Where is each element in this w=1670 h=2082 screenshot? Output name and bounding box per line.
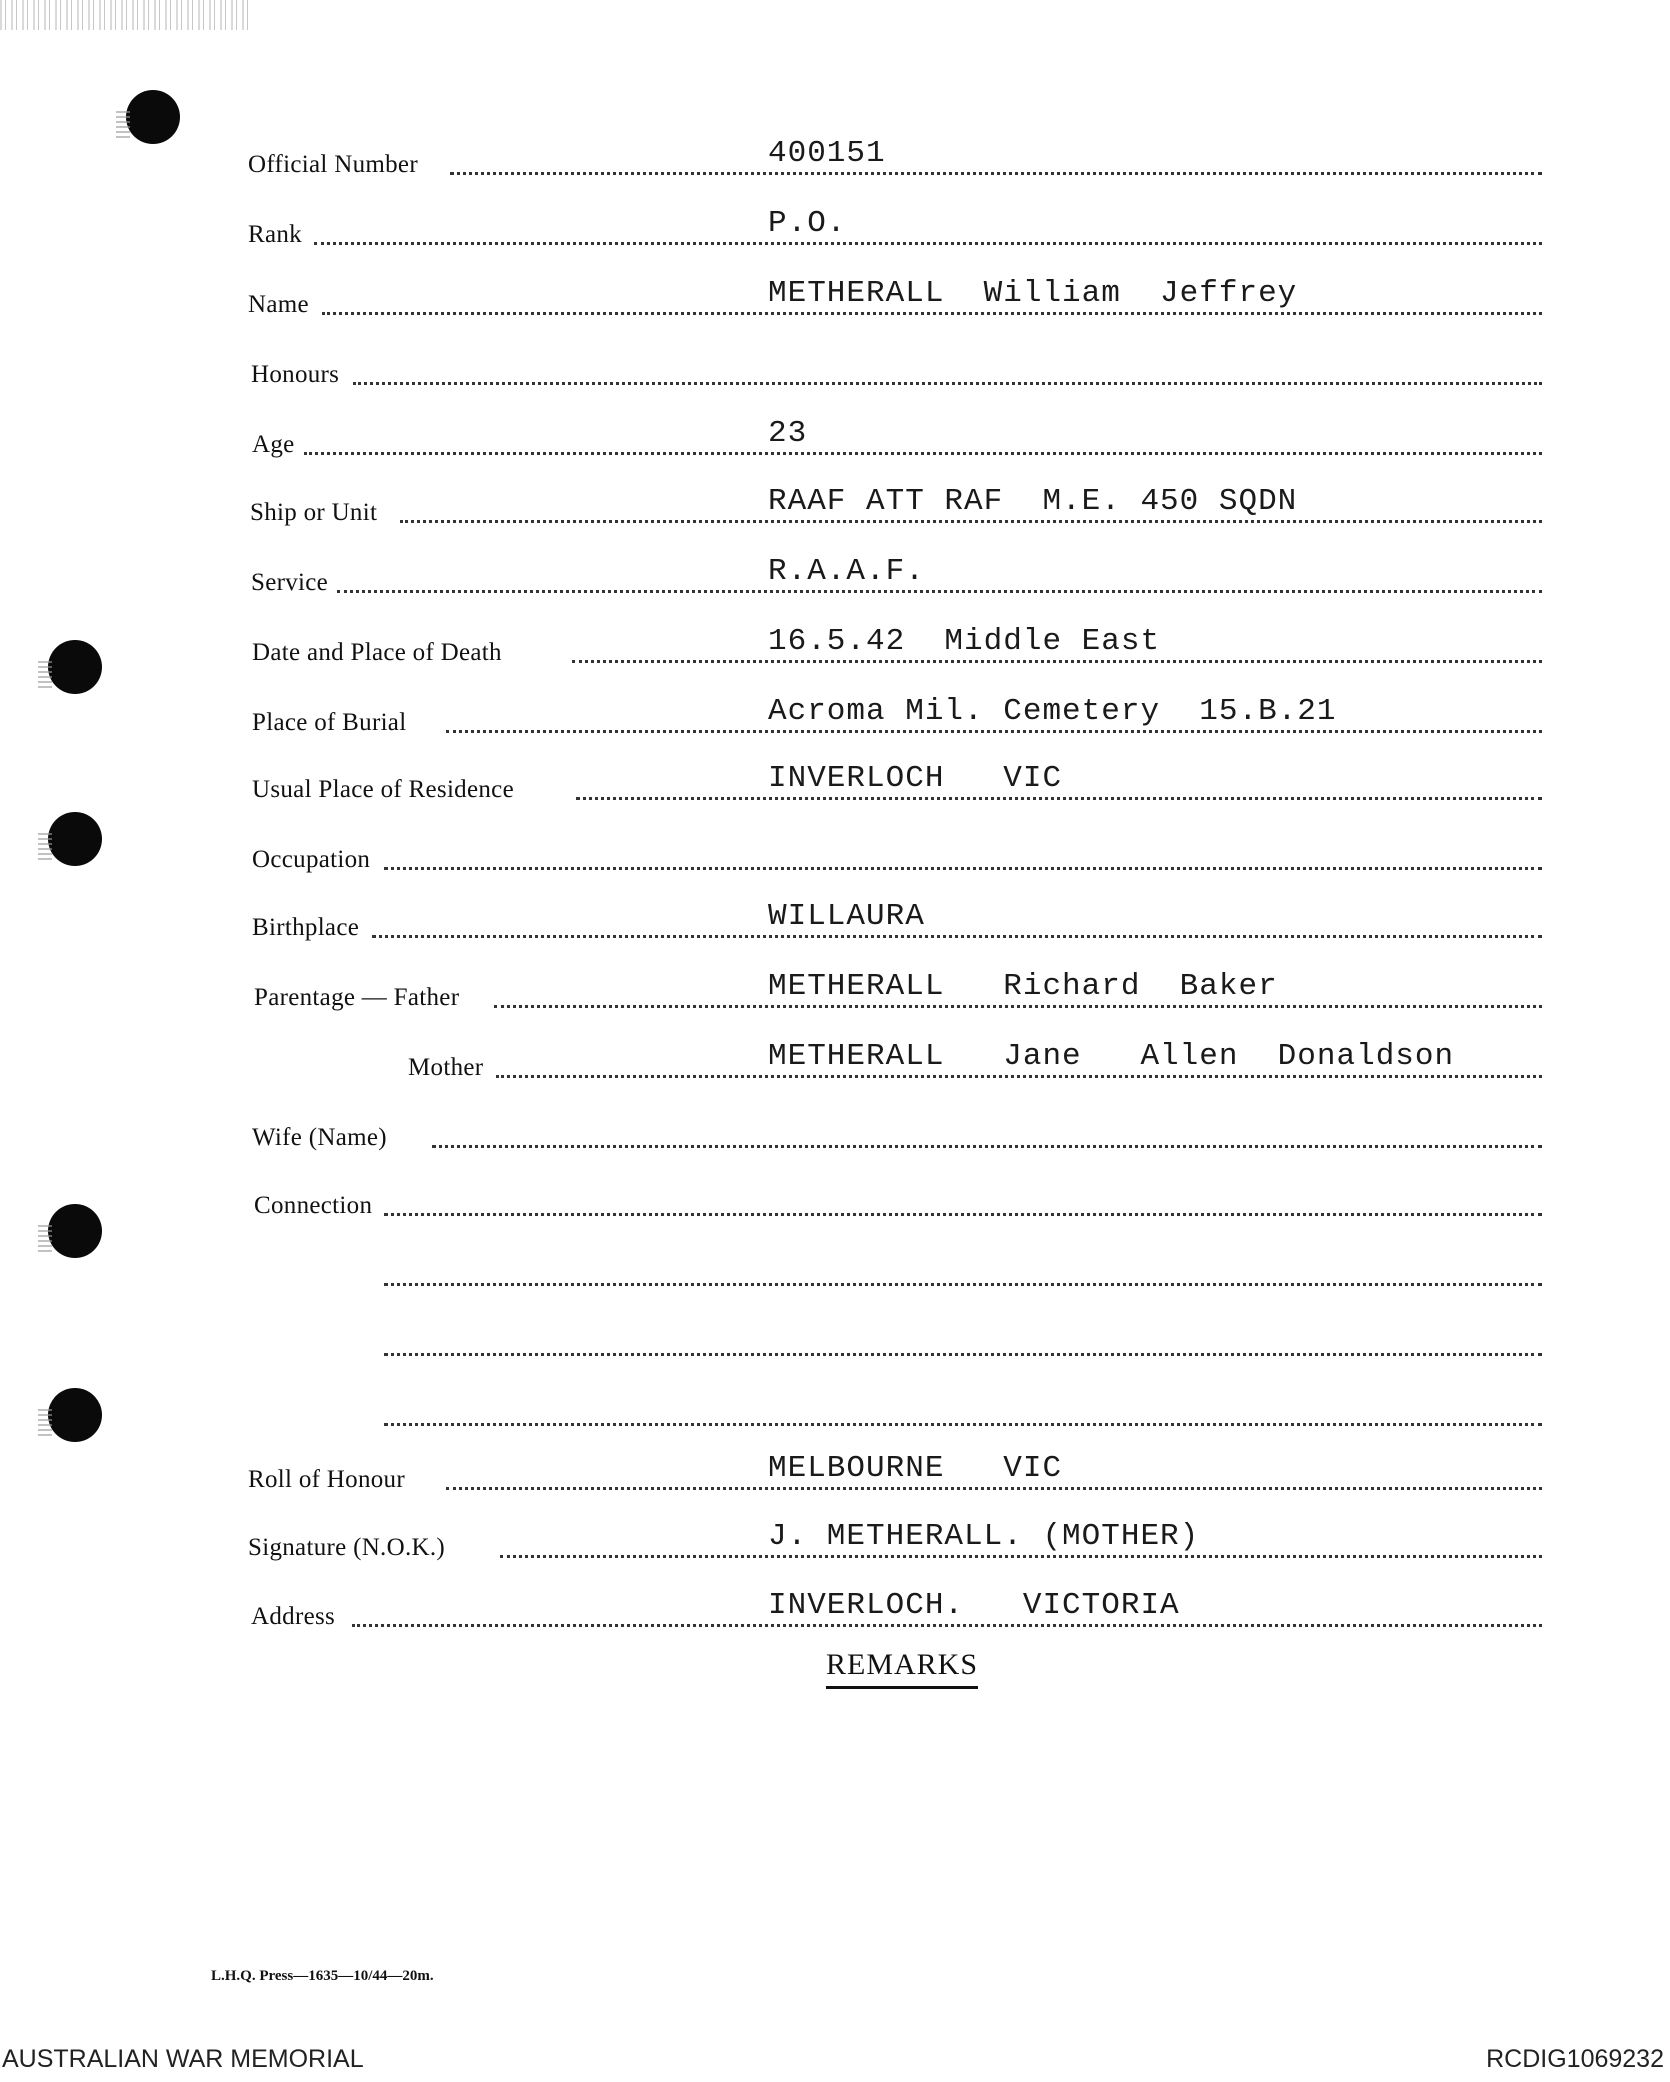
field-label: Rank xyxy=(248,221,302,248)
field-value: R.A.A.F. xyxy=(768,554,925,589)
field-label: Ship or Unit xyxy=(250,499,378,526)
dotted-line xyxy=(384,1213,1542,1216)
dotted-line xyxy=(337,590,1542,593)
dotted-line xyxy=(500,1555,1542,1558)
dotted-line xyxy=(384,1423,1542,1426)
field-age xyxy=(0,405,1670,465)
field-value: 16.5.42 Middle East xyxy=(768,624,1161,659)
dotted-line xyxy=(372,935,1542,938)
scan-noise xyxy=(0,0,250,30)
field-official-number xyxy=(0,125,1670,185)
dotted-line xyxy=(494,1005,1542,1008)
field-label: Connection xyxy=(254,1192,373,1219)
field-signature-nok xyxy=(0,1508,1670,1568)
printer-code: L.H.Q. Press—1635—10/44—20m. xyxy=(211,1968,434,1984)
field-parentage-mother xyxy=(0,1028,1670,1088)
field-name xyxy=(0,265,1670,325)
dotted-line xyxy=(400,520,1542,523)
field-usual-place-of-residence xyxy=(0,750,1670,810)
field-occupation xyxy=(0,820,1670,880)
connection-continuation-line xyxy=(0,1236,1670,1296)
field-value: 400151 xyxy=(768,136,886,171)
field-roll-of-honour xyxy=(0,1440,1670,1500)
field-connection xyxy=(0,1166,1670,1226)
field-label: Official Number xyxy=(248,151,418,178)
dotted-line xyxy=(450,172,1542,175)
dotted-line xyxy=(384,1283,1542,1286)
remarks-heading: REMARKS xyxy=(826,1648,978,1689)
field-label: Signature (N.O.K.) xyxy=(248,1534,446,1561)
field-place-of-burial xyxy=(0,683,1670,743)
field-birthplace xyxy=(0,888,1670,948)
dotted-line xyxy=(352,1624,1542,1627)
dotted-line xyxy=(446,730,1542,733)
field-value: J. METHERALL. (MOTHER) xyxy=(768,1519,1200,1554)
dotted-line xyxy=(432,1145,1542,1148)
field-parentage-father xyxy=(0,958,1670,1018)
field-label: Date and Place of Death xyxy=(252,639,502,666)
dotted-line xyxy=(353,382,1542,385)
dotted-line xyxy=(384,867,1542,870)
field-label: Roll of Honour xyxy=(248,1466,405,1493)
field-rank xyxy=(0,195,1670,255)
dotted-line xyxy=(576,797,1542,800)
field-value: 23 xyxy=(768,416,808,451)
institution-name: AUSTRALIAN WAR MEMORIAL xyxy=(2,2045,364,2073)
catalogue-id: RCDIG1069232 xyxy=(1486,2045,1664,2073)
field-value: WILLAURA xyxy=(768,899,925,934)
field-label: Honours xyxy=(251,361,340,388)
field-label: Parentage — Father xyxy=(254,984,460,1011)
field-label: Address xyxy=(251,1603,336,1630)
field-value: P.O. xyxy=(768,206,847,241)
field-service xyxy=(0,543,1670,603)
field-label: Wife (Name) xyxy=(252,1124,387,1151)
field-value: METHERALL Jane Allen Donaldson xyxy=(768,1039,1455,1074)
dotted-line xyxy=(384,1353,1542,1356)
connection-continuation-line xyxy=(0,1376,1670,1436)
connection-continuation-line xyxy=(0,1306,1670,1366)
field-label: Occupation xyxy=(252,846,371,873)
field-label: Age xyxy=(252,431,295,458)
field-value: INVERLOCH. VICTORIA xyxy=(768,1588,1180,1623)
field-date-place-of-death xyxy=(0,613,1670,673)
field-label: Service xyxy=(251,569,329,596)
field-wife-name xyxy=(0,1098,1670,1158)
field-label: Mother xyxy=(408,1054,484,1081)
field-value: RAAF ATT RAF M.E. 450 SQDN xyxy=(768,484,1298,519)
field-label: Place of Burial xyxy=(252,709,407,736)
dotted-line xyxy=(322,312,1542,315)
field-value: METHERALL William Jeffrey xyxy=(768,276,1298,311)
field-value: INVERLOCH VIC xyxy=(768,761,1063,796)
dotted-line xyxy=(304,452,1542,455)
field-label: Birthplace xyxy=(252,914,360,941)
dotted-line xyxy=(572,660,1542,663)
dotted-line xyxy=(314,242,1542,245)
field-honours xyxy=(0,335,1670,395)
dotted-line xyxy=(496,1075,1542,1078)
field-value: METHERALL Richard Baker xyxy=(768,969,1278,1004)
field-label: Usual Place of Residence xyxy=(252,776,514,803)
field-ship-or-unit xyxy=(0,473,1670,533)
field-value: MELBOURNE VIC xyxy=(768,1451,1063,1486)
field-value: Acroma Mil. Cemetery 15.B.21 xyxy=(768,694,1337,729)
field-address xyxy=(0,1577,1670,1637)
dotted-line xyxy=(446,1487,1542,1490)
field-label: Name xyxy=(248,291,309,318)
